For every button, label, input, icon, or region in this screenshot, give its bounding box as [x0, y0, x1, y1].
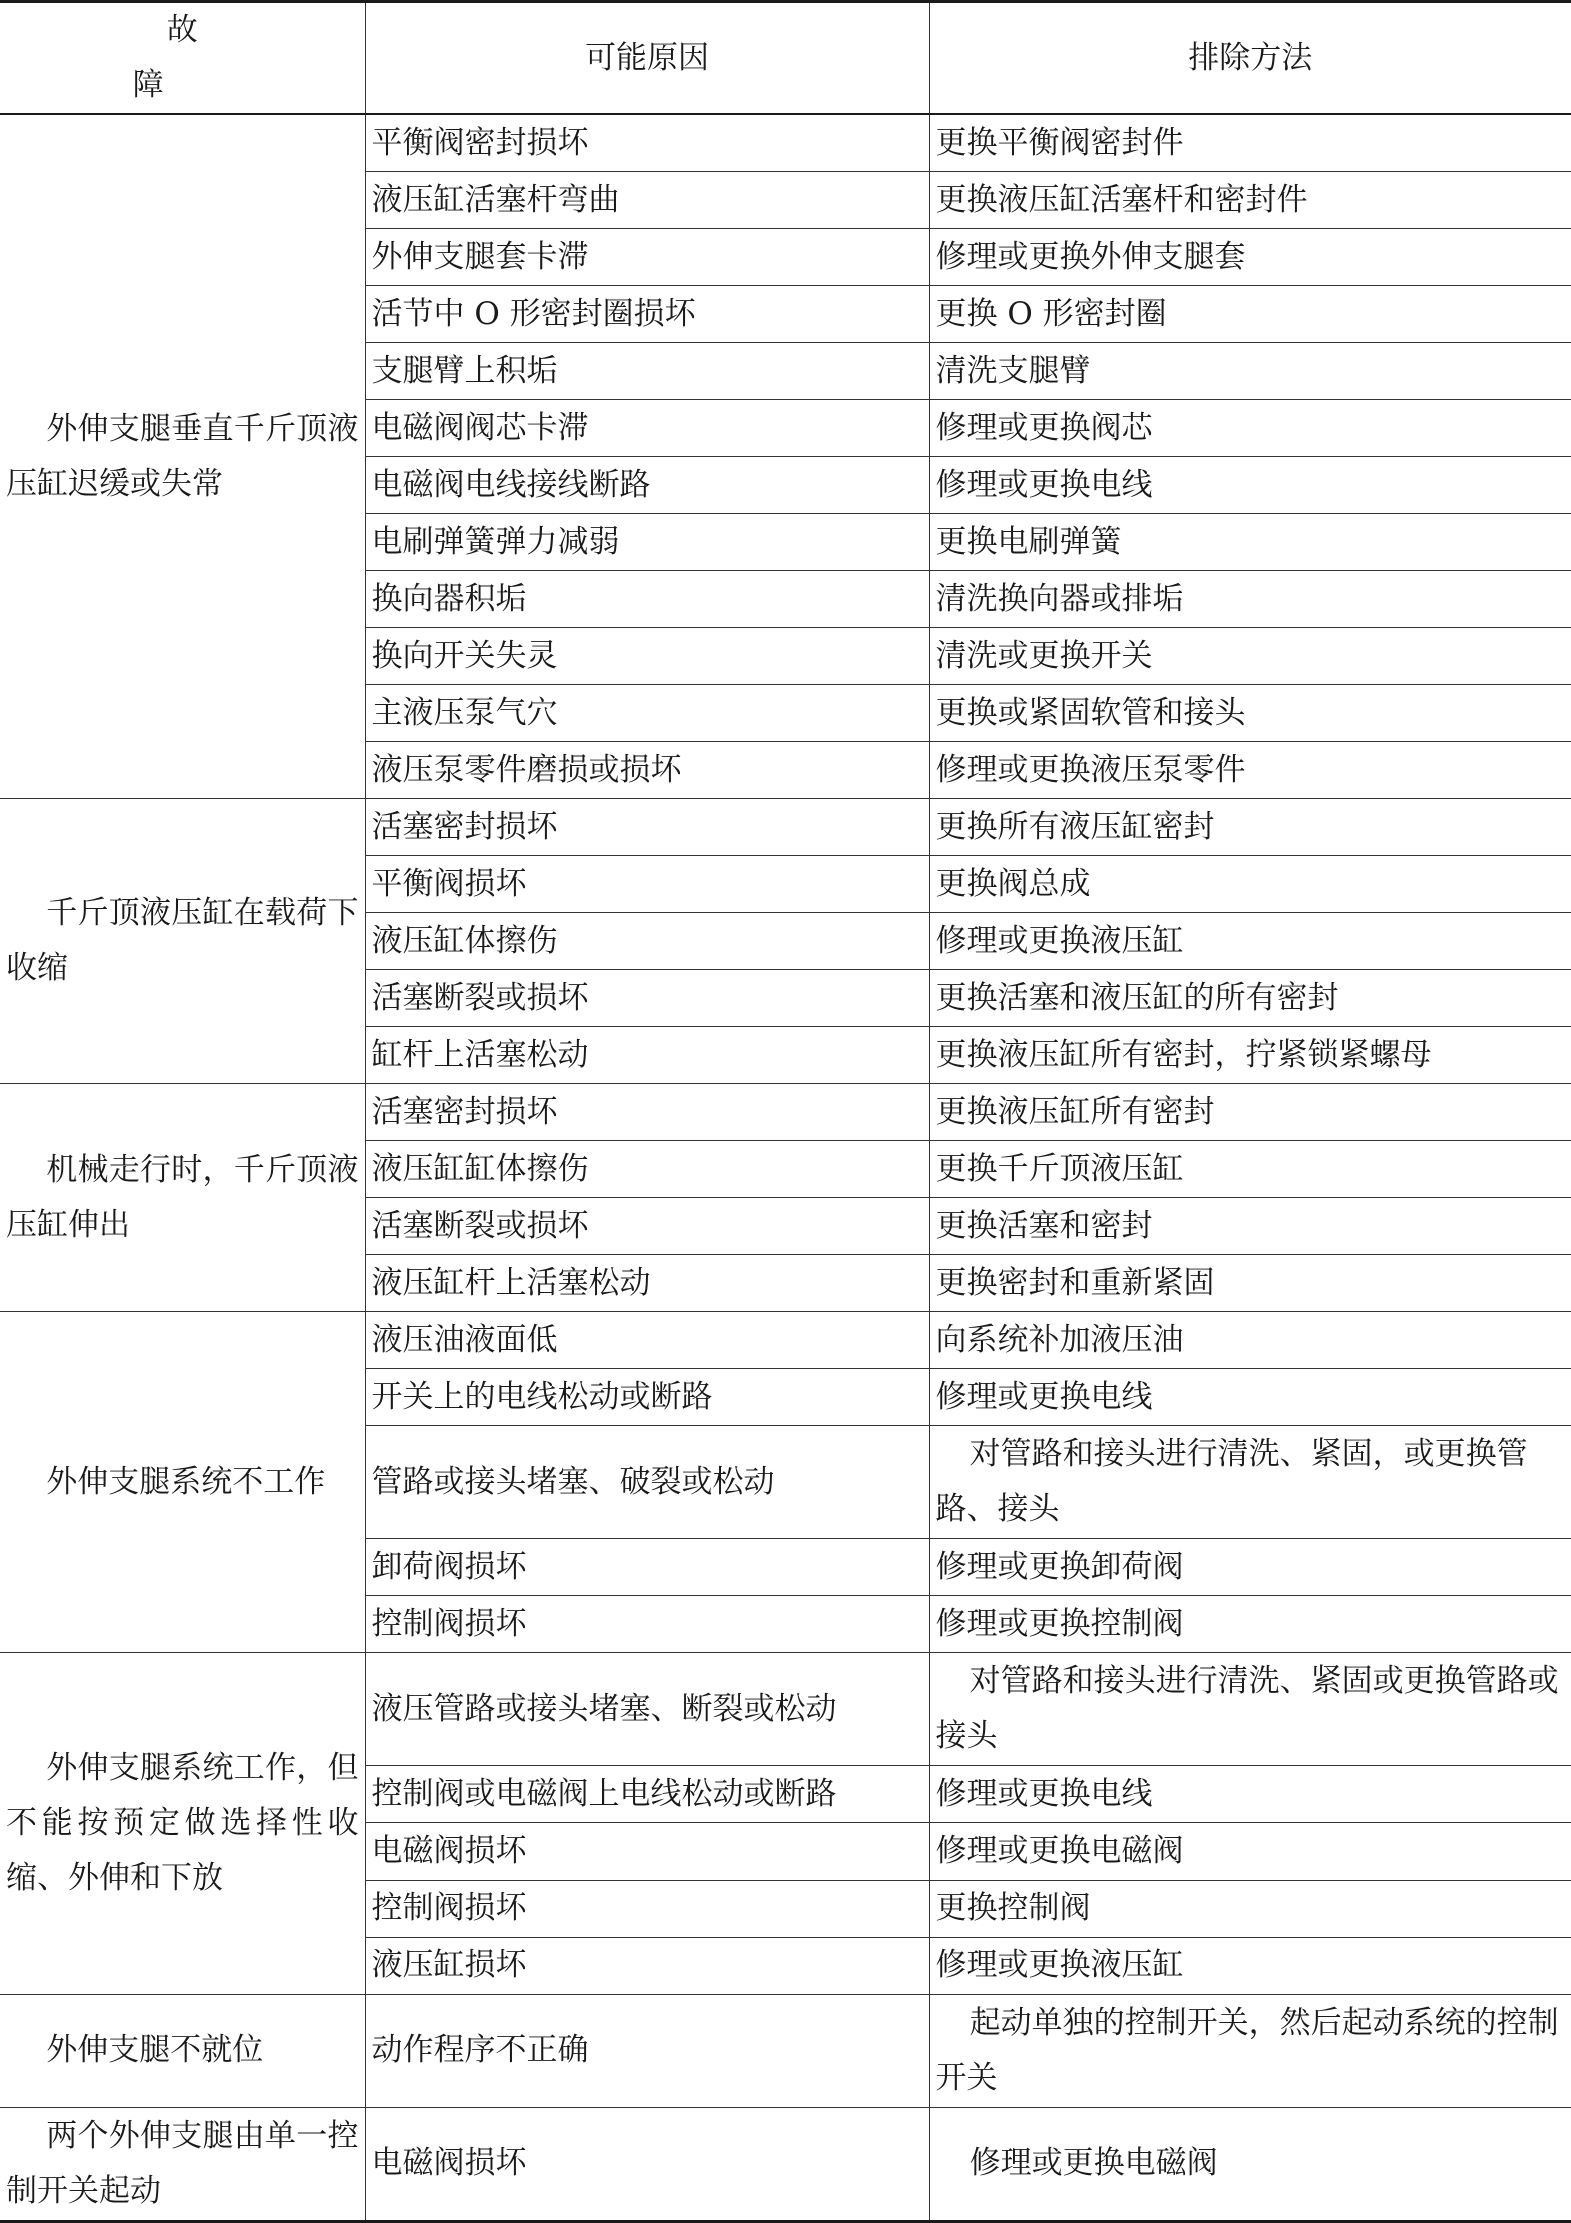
remedy-cell: 清洗支腿臂: [929, 343, 1571, 400]
cause-cell: 主液压泵气穴: [365, 685, 929, 742]
table-row: [0, 1312, 1571, 1369]
remedy-cell: 修理或更换电线: [929, 1766, 1571, 1823]
remedy-cell: 更换或紧固软管和接头: [929, 685, 1571, 742]
remedy-cell: 清洗或更换开关: [929, 628, 1571, 685]
cause-cell: 活塞密封损坏: [365, 799, 929, 856]
cause-cell: 平衡阀损坏: [365, 856, 929, 913]
remedy-cell: 起动单独的控制开关，然后起动系统的控制开关: [929, 1994, 1571, 2107]
cause-cell: 活节中 O 形密封圈损坏: [365, 286, 929, 343]
remedy-cell: 更换液压缸活塞杆和密封件: [929, 172, 1571, 229]
cause-cell: 开关上的电线松动或断路: [365, 1369, 929, 1426]
remedy-cell: 修理或更换电磁阀: [929, 2107, 1571, 2221]
table-row: [0, 1084, 1571, 1141]
remedy-cell: 修理或更换控制阀: [929, 1596, 1571, 1653]
remedy-cell: 更换电刷弹簧: [929, 514, 1571, 571]
table-row: [0, 114, 1571, 172]
cause-cell: 换向器积垢: [365, 571, 929, 628]
remedy-cell: 修理或更换电线: [929, 457, 1571, 514]
remedy-cell: 修理或更换外伸支腿套: [929, 229, 1571, 286]
cause-cell: 缸杆上活塞松动: [365, 1027, 929, 1084]
remedy-cell: 更换密封和重新紧固: [929, 1255, 1571, 1312]
cause-cell: 外伸支腿套卡滞: [365, 229, 929, 286]
remedy-cell: 更换平衡阀密封件: [929, 114, 1571, 172]
remedy-cell: 更换液压缸所有密封，拧紧锁紧螺母: [929, 1027, 1571, 1084]
remedy-cell: 修理或更换液压泵零件: [929, 742, 1571, 799]
fault-cell: 外伸支腿系统不工作: [0, 1312, 365, 1653]
cause-cell: 卸荷阀损坏: [365, 1539, 929, 1596]
header-row: [0, 2, 1571, 115]
cause-cell: 管路或接头堵塞、破裂或松动: [365, 1426, 929, 1539]
remedy-header: 排除方法: [929, 2, 1571, 115]
cause-cell: 活塞密封损坏: [365, 1084, 929, 1141]
remedy-cell: 更换所有液压缸密封: [929, 799, 1571, 856]
table-row: [0, 2107, 1571, 2221]
table-row: [0, 1994, 1571, 2107]
cause-cell: 控制阀或电磁阀上电线松动或断路: [365, 1766, 929, 1823]
cause-cell: 液压油液面低: [365, 1312, 929, 1369]
cause-cell: 电磁阀损坏: [365, 2107, 929, 2221]
cause-cell: 电磁阀阀芯卡滞: [365, 400, 929, 457]
remedy-cell: 更换液压缸所有密封: [929, 1084, 1571, 1141]
cause-cell: 活塞断裂或损坏: [365, 970, 929, 1027]
fault-cell: 外伸支腿系统工作，但不能按预定做选择性收缩、外伸和下放: [0, 1653, 365, 1994]
cause-cell: 动作程序不正确: [365, 1994, 929, 2107]
cause-cell: 支腿臂上积垢: [365, 343, 929, 400]
cause-cell: 液压泵零件磨损或损坏: [365, 742, 929, 799]
fault-cell: 外伸支腿不就位: [0, 1994, 365, 2107]
cause-cell: 平衡阀密封损坏: [365, 114, 929, 172]
remedy-cell: 修理或更换液压缸: [929, 913, 1571, 970]
remedy-cell: 对管路和接头进行清洗、紧固，或更换管路、接头: [929, 1426, 1571, 1539]
remedy-cell: 修理或更换电磁阀: [929, 1823, 1571, 1880]
fault-cell: 机械走行时，千斤顶液压缸伸出: [0, 1084, 365, 1312]
cause-cell: 换向开关失灵: [365, 628, 929, 685]
cause-cell: 活塞断裂或损坏: [365, 1198, 929, 1255]
cause-cell: 电磁阀损坏: [365, 1823, 929, 1880]
remedy-cell: 对管路和接头进行清洗、紧固或更换管路或接头: [929, 1653, 1571, 1766]
cause-cell: 液压缸损坏: [365, 1937, 929, 1994]
cause-cell: 液压缸活塞杆弯曲: [365, 172, 929, 229]
fault-header: 故 障: [0, 2, 365, 115]
remedy-cell: 清洗换向器或排垢: [929, 571, 1571, 628]
remedy-cell: 修理或更换液压缸: [929, 1937, 1571, 1994]
fault-cell: 千斤顶液压缸在载荷下收缩: [0, 799, 365, 1084]
remedy-cell: 向系统补加液压油: [929, 1312, 1571, 1369]
remedy-cell: 更换活塞和液压缸的所有密封: [929, 970, 1571, 1027]
table-row: [0, 799, 1571, 856]
cause-cell: 电磁阀电线接线断路: [365, 457, 929, 514]
remedy-cell: 修理或更换电线: [929, 1369, 1571, 1426]
cause-cell: 液压缸缸体擦伤: [365, 1141, 929, 1198]
cause-cell: 控制阀损坏: [365, 1596, 929, 1653]
remedy-cell: 更换千斤顶液压缸: [929, 1141, 1571, 1198]
remedy-cell: 修理或更换卸荷阀: [929, 1539, 1571, 1596]
cause-cell: 控制阀损坏: [365, 1880, 929, 1937]
remedy-cell: 更换 O 形密封圈: [929, 286, 1571, 343]
remedy-cell: 更换活塞和密封: [929, 1198, 1571, 1255]
remedy-cell: 修理或更换阀芯: [929, 400, 1571, 457]
cause-cell: 液压管路或接头堵塞、断裂或松动: [365, 1653, 929, 1766]
remedy-cell: 更换控制阀: [929, 1880, 1571, 1937]
fault-cell: 两个外伸支腿由单一控制开关起动: [0, 2107, 365, 2221]
remedy-cell: 更换阀总成: [929, 856, 1571, 913]
cause-cell: 液压缸杆上活塞松动: [365, 1255, 929, 1312]
fault-cell: 外伸支腿垂直千斤顶液压缸迟缓或失常: [0, 114, 365, 799]
table-row: [0, 1653, 1571, 1766]
cause-cell: 液压缸体擦伤: [365, 913, 929, 970]
cause-header: 可能原因: [365, 2, 929, 115]
cause-cell: 电刷弹簧弹力减弱: [365, 514, 929, 571]
table-body: [0, 114, 1571, 2222]
